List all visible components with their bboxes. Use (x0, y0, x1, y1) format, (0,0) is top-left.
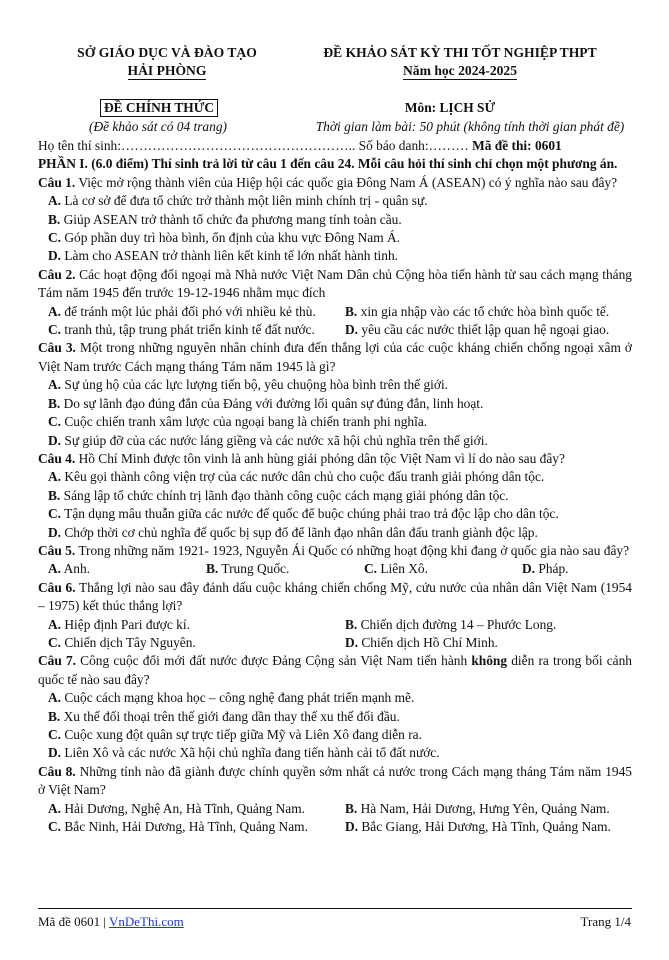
question-6 (38, 579, 632, 616)
option-text: yêu cầu các nước thiết lập quan hệ ngoại giao. (358, 322, 610, 338)
footer-divider (38, 908, 632, 909)
option-2a (48, 303, 345, 321)
question-3 (38, 339, 632, 376)
question-text-after: diễn ra trong bối cảnh quốc tế nào sau đây? (38, 653, 632, 687)
official-label: ĐỀ CHÍNH THỨC (100, 99, 218, 117)
option-text: Chiến dịch Tây Nguyên. (61, 634, 196, 650)
option-7b (38, 708, 632, 726)
department-line-2: HẢI PHÒNG (127, 63, 207, 78)
option-key: B. (345, 616, 358, 632)
option-6c (48, 634, 345, 652)
options-5-row (38, 560, 632, 578)
question-text: Thắng lợi nào sau đây đánh dấu cuộc kháng chiến chống Mỹ, cứu nước của nhân dân Việt Nam (1954 – 1975) kết thúc thắng lợi? (38, 579, 632, 614)
options-8-row-1 (38, 800, 632, 818)
option-8a (48, 800, 345, 818)
option-8c (48, 818, 345, 836)
option-text: Sự giúp đỡ của các nước láng giềng và các nước xã hội chủ nghĩa trên thế giới. (61, 432, 488, 448)
option-key: A. (48, 469, 62, 485)
option-8b (345, 800, 610, 818)
option-key: B. (48, 211, 61, 227)
option-key: C. (48, 727, 62, 742)
option-text: Là cơ sở để đưa tổ chức trở thành một liên minh chính trị - quân sự. (61, 193, 428, 209)
question-text: Những tỉnh nào đã giành được chính quyền sớm nhất cả nước trong Cách mạng tháng Tám năm 1945 ở Việt Nam? (38, 763, 632, 798)
option-key: C. (48, 322, 62, 338)
option-key: A. (48, 561, 62, 577)
question-label: Câu 3. (38, 340, 76, 356)
exam-code: Mã đề thi: 0601 (472, 138, 562, 153)
option-6a (48, 616, 345, 634)
option-3b (38, 395, 632, 413)
option-5d (522, 560, 569, 578)
option-1c (38, 229, 632, 247)
option-text: tranh thủ, tập trung phát triển kinh tế đất nước. (61, 322, 315, 338)
option-7c (38, 726, 632, 744)
option-5c (364, 560, 522, 578)
question-7 (38, 652, 632, 689)
options-2-row-2 (38, 321, 632, 339)
option-key: B. (48, 708, 61, 724)
option-text: Trung Quốc. (218, 561, 290, 577)
option-4b (38, 487, 632, 505)
options-8-row-2 (38, 818, 632, 836)
option-key: C. (48, 819, 62, 835)
option-key: B. (345, 303, 358, 319)
question-text: Một trong những nguyên nhân chính đưa đến thắng lợi của các cuộc kháng chiến chống ngoại xâm ở Việt Nam trước Cách mạng tháng Tám năm 1945 là gì? (38, 340, 632, 374)
option-text: Bắc Giang, Hải Dương, Hà Tĩnh, Quảng Nam. (358, 819, 611, 835)
option-text: Tận dụng mâu thuẫn giữa các nước đế quốc để buộc chúng phải trao trả độc lập cho dân tộc. (61, 506, 559, 522)
question-5 (38, 542, 632, 560)
question-text: Hồ Chí Minh được tôn vinh là anh hùng giải phóng dân tộc Việt Nam vì lí do nào sau đây? (75, 450, 565, 466)
candidate-line (38, 137, 632, 155)
option-3c (38, 413, 632, 431)
option-text: Kêu gọi thành công viện trợ của các nước dân chủ cho cuộc đấu tranh giải phóng dân tộc. (61, 469, 545, 485)
option-text: Làm cho ASEAN trở thành liên kết kinh tế lớn nhất hành tinh. (61, 248, 398, 264)
option-key: C. (48, 230, 62, 246)
option-8d (345, 818, 611, 836)
option-key: D. (48, 745, 62, 761)
option-text: để tránh một lúc phải đối phó với nhiều kẻ thù. (61, 303, 316, 319)
option-text: Xu thế đối thoại trên thế giới đang dần thay thế xu thế đối đầu. (60, 708, 400, 724)
option-text: Góp phần duy trì hòa bình, ổn định của khu vực Đông Nam Á. (61, 230, 401, 246)
question-text-before: Công cuộc đổi mới đất nước được Đảng Cộng sản Việt Nam tiến hành (76, 653, 472, 669)
option-text: Chiến dịch đường 14 – Phước Long. (357, 616, 557, 632)
department-line-1: SỞ GIÁO DỤC VÀ ĐÀO TẠO (77, 45, 257, 60)
part1-heading-bold: PHẦN I. (6.0 điểm) (38, 156, 149, 172)
option-key: A. (48, 377, 62, 393)
option-key: B. (48, 395, 61, 411)
option-text: Cuộc cách mạng khoa học – công nghệ đang phát triển mạnh mẽ. (61, 690, 415, 706)
option-2b (345, 303, 609, 321)
subject-label: Môn: LỊCH SỬ (404, 100, 496, 115)
question-text: Việc mở rộng thành viên của Hiệp hội các quốc gia Đông Nam Á (ASEAN) có ý nghĩa nào sau đây? (75, 174, 618, 190)
question-label: Câu 1. (38, 174, 76, 190)
question-text: Các hoạt động đối ngoại mà Nhà nước Việt Nam Dân chủ Cộng hòa tiến hành từ sau cách mạng tháng Tám năm 1945 đến trước 19-12-1946 nhằm mục đích (38, 266, 632, 301)
option-key: A. (48, 303, 62, 319)
option-1d (38, 247, 632, 265)
option-4a (38, 468, 632, 486)
option-6b (345, 616, 556, 634)
exam-body (38, 137, 632, 836)
question-text: Trong những năm 1921- 1923, Nguyễn Ái Quốc có những hoạt động khi đang ở quốc gia nào sau đây? (75, 542, 630, 558)
option-1b (38, 211, 632, 229)
option-key: B. (48, 487, 61, 503)
option-key: A. (48, 690, 62, 706)
option-text: Hiệp định Pari được kí. (61, 616, 190, 632)
department-header (62, 44, 272, 80)
footer-code (38, 913, 184, 931)
option-key: C. (48, 414, 62, 430)
candidate-fields: Họ tên thí sinh:…………………………………………….. Số báo danh:……… (38, 138, 469, 153)
exam-title: ĐỀ KHẢO SÁT KỲ THI TỐT NGHIỆP THPT (323, 45, 597, 60)
option-5b (206, 560, 364, 578)
question-1 (38, 174, 632, 192)
page-number: Trang 1/4 (580, 914, 631, 929)
option-text: Chớp thời cơ chủ nghĩa đế quốc bị sụp đổ để lãnh đạo nhân dân đấu tranh giành độc lập. (61, 524, 538, 540)
option-key: D. (522, 561, 536, 577)
question-label: Câu 5. (38, 542, 76, 558)
question-text-emphasis: không (471, 653, 508, 669)
option-key: C. (48, 634, 62, 650)
option-4c (38, 505, 632, 523)
option-text: Pháp. (535, 561, 569, 577)
option-key: C. (48, 506, 62, 522)
part1-heading (38, 155, 632, 173)
options-6-row-1 (38, 616, 632, 634)
option-4d (38, 524, 632, 542)
school-year: Năm học 2024-2025 (402, 63, 518, 78)
exam-header (300, 44, 620, 80)
option-key: A. (48, 800, 62, 816)
pages-note: (Đề khảo sát có 04 trang) (89, 119, 227, 134)
question-label: Câu 4. (38, 450, 76, 466)
option-key: C. (364, 561, 378, 577)
option-key: D. (48, 524, 62, 540)
option-text: Hà Nam, Hải Dương, Hưng Yên, Quảng Nam. (357, 800, 610, 816)
option-7d (38, 744, 632, 762)
part1-heading-rest: Thí sinh trả lời từ câu 1 đến câu 24. Mỗi câu hỏi thí sinh chỉ chọn một phương án. (148, 156, 618, 172)
question-label: Câu 2. (38, 266, 76, 282)
option-6d (345, 634, 498, 652)
option-key: B. (206, 561, 219, 577)
option-key: D. (48, 248, 62, 264)
options-6-row-2 (38, 634, 632, 652)
option-text: Hải Dương, Nghệ An, Hà Tĩnh, Quảng Nam. (61, 800, 305, 816)
option-key: D. (48, 432, 62, 448)
option-key: B. (345, 800, 358, 816)
option-3a (38, 376, 632, 394)
option-text: Cuộc xung đột quân sự trực tiếp giữa Mỹ và Liên Xô đang diễn ra. (61, 727, 422, 742)
time-note: Thời gian làm bài: 50 phút (không tính thời gian phát đề) (315, 119, 625, 134)
option-text: Bắc Ninh, Hải Dương, Hà Tĩnh, Quảng Nam. (61, 819, 308, 835)
option-text: Cuộc chiến tranh xâm lược của ngoại bang là chiến tranh phi nghĩa. (61, 414, 428, 430)
option-text: Liên Xô và các nước Xã hội chủ nghĩa đang tiến hành cải tổ đất nước. (61, 745, 440, 761)
option-key: A. (48, 193, 62, 209)
question-label: Câu 6. (38, 579, 76, 595)
option-1a (38, 192, 632, 210)
option-text: Liên Xô. (377, 561, 428, 577)
question-8 (38, 763, 632, 800)
option-text: xin gia nhập vào các tổ chức hòa bình quốc tế. (357, 303, 610, 319)
option-2d (345, 321, 609, 339)
option-text: Chiến dịch Hồ Chí Minh. (358, 634, 498, 650)
option-text: Do sự lãnh đạo đúng đắn của Đảng với đường lối quân sự đúng đắn, linh hoạt. (60, 395, 484, 411)
option-text: Sáng lập tổ chức chính trị lãnh đạo thành công cuộc cách mạng giải phóng dân tộc. (60, 487, 509, 503)
option-key: D. (345, 819, 359, 835)
option-5a (48, 560, 206, 578)
option-text: Anh. (61, 561, 91, 577)
question-label: Câu 7. (38, 653, 77, 669)
question-label: Câu 8. (38, 763, 76, 779)
option-text: Giúp ASEAN trở thành tổ chức đa phương mang tính toàn cầu. (60, 211, 402, 227)
option-key: D. (345, 634, 359, 650)
option-2c (48, 321, 345, 339)
question-4 (38, 450, 632, 468)
option-3d (38, 432, 632, 450)
options-2-row-1 (38, 303, 632, 321)
footer-link[interactable]: VnDeThi.com (108, 914, 184, 929)
option-7a (38, 689, 632, 707)
question-2 (38, 266, 632, 303)
option-key: D. (345, 322, 359, 338)
option-key: A. (48, 616, 62, 632)
footer-code-text: Mã đề 0601 | (38, 914, 109, 929)
option-text: Sự ủng hộ của các lực lượng tiến bộ, yêu chuộng hòa bình trên thế giới. (61, 377, 449, 393)
